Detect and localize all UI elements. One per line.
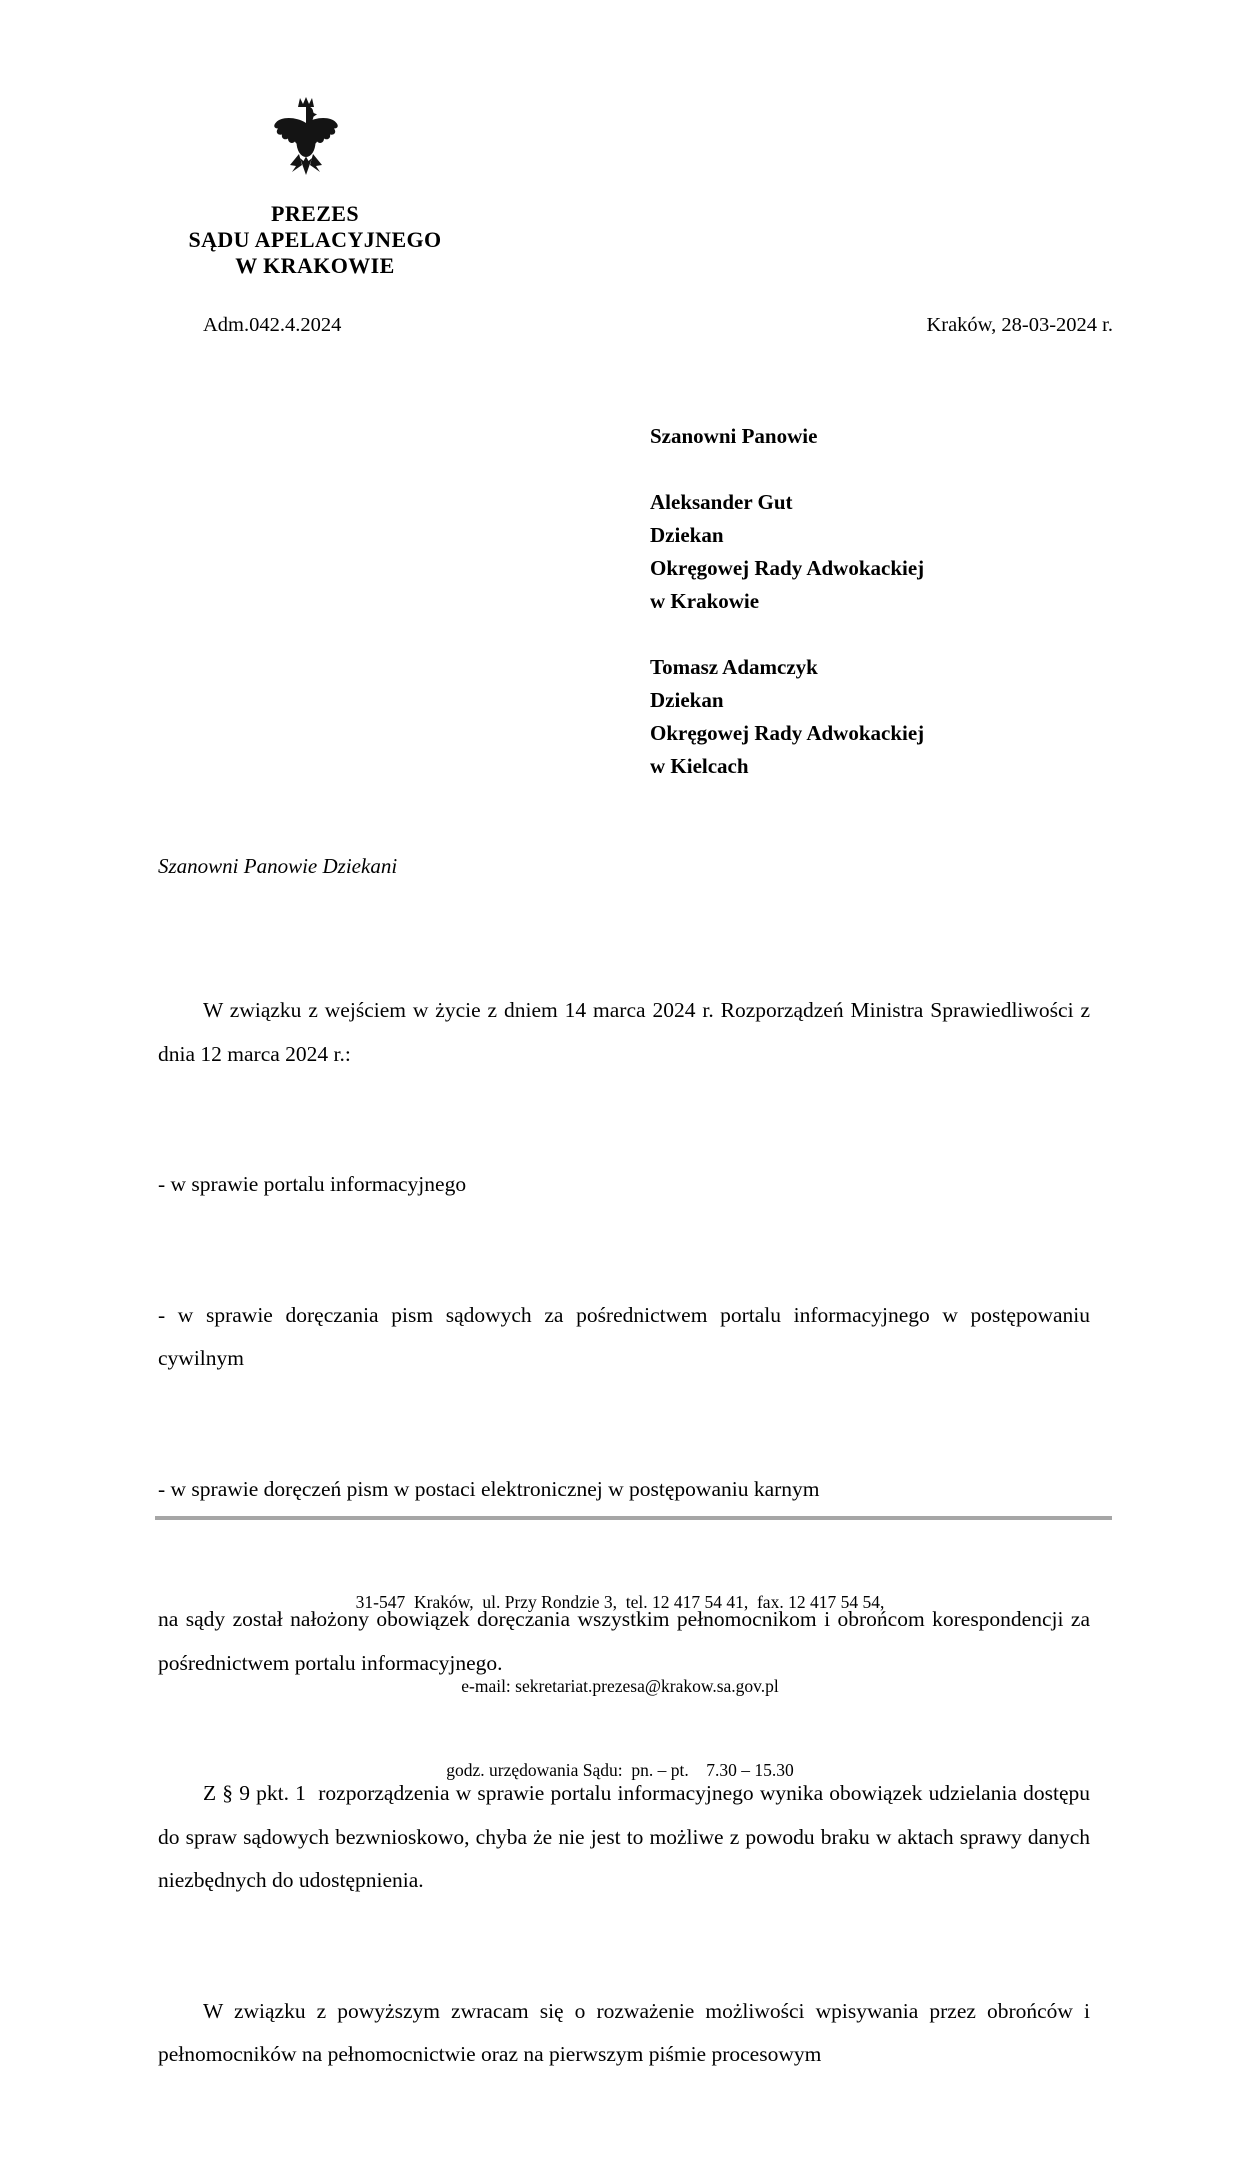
greeting-line: Szanowni Panowie Dziekani	[158, 854, 398, 878]
sender-line-city: W KRAKOWIE	[235, 253, 395, 278]
sender-block	[140, 201, 490, 279]
footer-divider	[155, 1516, 1112, 1520]
spacer	[650, 618, 924, 651]
footer-address: 31-547 Kraków, ul. Przy Rondzie 3, tel. 12 417 54 41, fax. 12 417 54 54,	[355, 1592, 885, 1612]
reference-number: Adm.042.4.2024	[203, 314, 342, 336]
footer-office-hours: godz. urzędowania Sądu: pn. – pt. 7.30 – 15.30	[446, 1760, 794, 1780]
recipient-title: Dziekan	[650, 688, 724, 712]
footer-email: e-mail: sekretariat.prezesa@krakow.sa.gov.pl	[461, 1676, 779, 1696]
recipients-salutation: Szanowni Panowie	[650, 424, 818, 448]
body-paragraph: - w sprawie doręczeń pism w postaci elektronicznej w postępowaniu karnym	[158, 1476, 820, 1501]
body-paragraph: W związku z powyższym zwracam się o rozważenie możliwości wpisywania przez obrońców i pełnomocników na pełnomocnictwie oraz na pierwszym piśmie procesowym	[158, 1998, 1096, 2066]
recipient-city: w Krakowie	[650, 589, 760, 613]
sender-line-court: SĄDU APELACYJNEGO	[188, 227, 442, 252]
body-paragraph: W związku z wejściem w życie z dniem 14 marca 2024 r. Rozporządzeń Ministra Sprawiedliwości z dnia 12 marca 2024 r.:	[158, 998, 1096, 1066]
spacer	[650, 453, 924, 486]
recipients-block	[650, 420, 924, 783]
sender-line-prezes: PREZES	[271, 201, 359, 226]
place-date: Kraków, 28-03-2024 r.	[926, 314, 1113, 336]
polish-eagle-coat-of-arms-icon	[272, 96, 340, 180]
footer-block	[150, 1532, 1096, 1840]
recipient-title: Dziekan	[650, 523, 724, 547]
body-paragraph: Z § 9 pkt. 1 rozporządzenia w sprawie portalu informacyjnego wynika obowiązek udzielania dostępu do spraw sądowych bezwnioskowo, chyba że nie jest to możliwe z powodu braku w aktach sprawy danych niezbędnych do udostępnienia.	[158, 1781, 1096, 1892]
body-paragraph: - w sprawie portalu informacyjnego	[158, 1172, 467, 1196]
recipient-organization: Okręgowej Rady Adwokackiej	[650, 556, 925, 580]
recipient-organization: Okręgowej Rady Adwokackiej	[650, 721, 925, 745]
recipient-name: Tomasz Adamczyk	[650, 655, 818, 679]
recipient-city: w Kielcach	[650, 754, 749, 778]
recipient-name: Aleksander Gut	[650, 490, 793, 514]
reference-row	[203, 314, 1113, 337]
body-paragraph: - w sprawie doręczania pism sądowych za pośrednictwem portalu informacyjnego w postępowaniu cywilnym	[158, 1302, 1096, 1370]
body-paragraph: na sądy został nałożony obowiązek doręczania wszystkim pełnomocnikom i obrońcom korespondencji za pośrednictwem portalu informacyjnego.	[158, 1607, 1096, 1675]
